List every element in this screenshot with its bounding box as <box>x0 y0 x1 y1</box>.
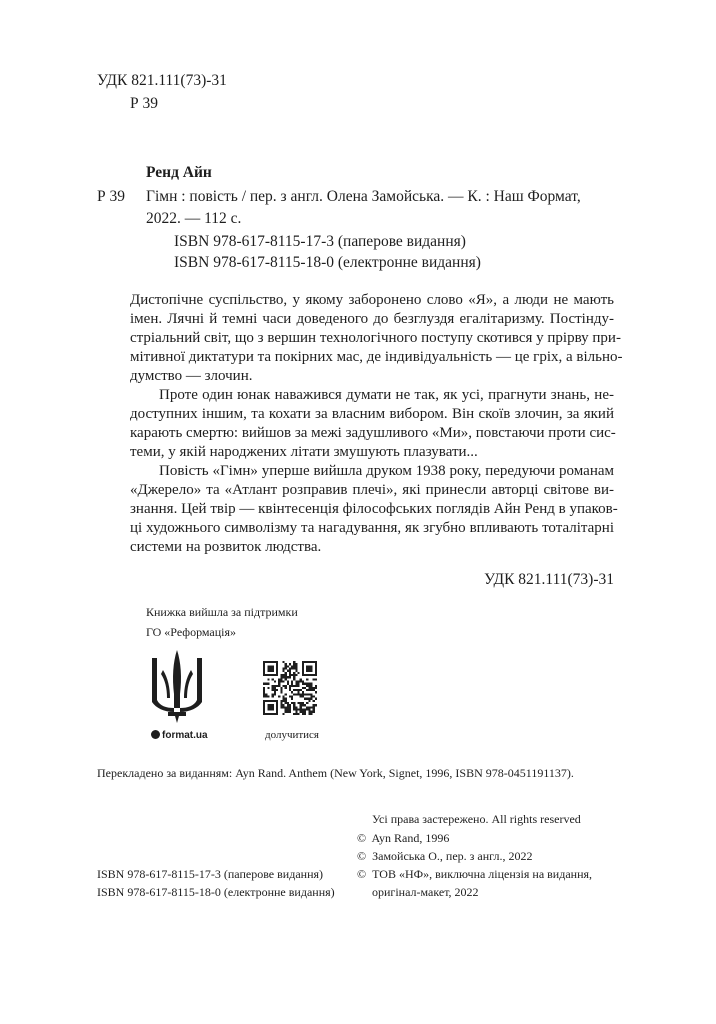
copyright-line <box>357 865 592 883</box>
trident-logo-icon <box>146 648 208 724</box>
isbn-print: ISBN 978-617-8115-17-3 (паперове видання) <box>174 233 466 250</box>
isbn-bottom-list <box>97 865 335 901</box>
copyright-symbol: © <box>357 867 367 881</box>
author-name: Ренд Айн <box>146 164 212 181</box>
rights-header: Усі права застережено. All rights reserved <box>372 812 581 826</box>
translated-from: Перекладено за виданням: Ayn Rand. Anthem (New York, Signet, 1996, ISBN 978-0451191137). <box>97 766 574 780</box>
annotation-line: Повість «Гімн» уперше вийшла друком 1938 року, передуючи романам <box>159 463 614 479</box>
isbn-digital: ISBN 978-617-8115-18-0 (електронне видання) <box>174 254 481 271</box>
udk-code-bottom: УДК 821.111(73)-31 <box>484 571 614 588</box>
biblio-line-1: Гімн : повість / пер. з англ. Олена Замойська. — К. : Наш Формат, <box>146 188 581 205</box>
annotation-line: думство — злочин. <box>130 368 253 384</box>
support-line-2: ГО «Реформація» <box>146 625 236 639</box>
support-line-1: Книжка вийшла за підтримки <box>146 605 298 619</box>
annotation-line: стріальний світ, що з вершин технологічного поступу скотився у прірву при- <box>130 330 621 346</box>
copyright-text: Замойська О., пер. з англ., 2022 <box>372 849 533 863</box>
copyright-text: ТОВ «НФ», виключна ліцензія на видання, <box>372 867 593 881</box>
isbn-bottom-digital: ISBN 978-617-8115-18-0 (електронне видання) <box>97 885 335 899</box>
annotation-line: імен. Лячні й темні часи доведеного до безглуздя егалітаризму. Постінду- <box>130 311 614 327</box>
copyright-symbol: © <box>357 831 367 845</box>
annotation <box>130 291 623 557</box>
annotation-line: знання. Цей твір — квінтесенція філософських поглядів Айн Ренд в упаков- <box>130 501 618 517</box>
annotation-line: Проте один юнак наважився думати не так, як усі, прагнути знань, не- <box>159 387 614 403</box>
publisher-logo-icon <box>151 730 160 739</box>
call-mark: Р 39 <box>97 188 125 205</box>
annotation-line: доступних іншим, та кохати за власним вибором. Він скоїв злочин, за який <box>130 406 614 422</box>
annotation-line: мітивної диктатури та покірних мас, де індивідуальність — це гріх, а вільно- <box>130 349 623 365</box>
author-mark: Р 39 <box>130 95 158 112</box>
annotation-line: «Джерело» та «Атлант розправив плечі», які принесли авторці світове ви- <box>130 482 614 498</box>
copyright-symbol: © <box>357 849 367 863</box>
biblio-line-2: 2022. — 112 с. <box>146 210 242 227</box>
copyright-continuation: оригінал-макет, 2022 <box>372 885 479 899</box>
qr-code-icon[interactable] <box>263 661 317 715</box>
annotation-line: теми, у якій народжених літати змушують плазувати... <box>130 444 478 460</box>
qr-caption: долучитися <box>265 729 319 741</box>
copyright-text: Ayn Rand, 1996 <box>371 831 450 845</box>
annotation-line: системи на розвиток людства. <box>130 539 322 555</box>
copyright-line <box>357 829 592 847</box>
annotation-line: Дистопічне суспільство, у якому заборонено слово «Я», а люди не мають <box>130 292 614 308</box>
publisher-site[interactable] <box>151 730 208 741</box>
copyright-line <box>357 847 592 865</box>
annotation-line: карають смертю: вийшов за межі задушливого «Ми», повстаючи проти сис- <box>130 425 616 441</box>
isbn-bottom-print: ISBN 978-617-8115-17-3 (паперове видання) <box>97 867 324 881</box>
udk-code: УДК 821.111(73)-31 <box>97 72 227 89</box>
publisher-site-label: format.ua <box>162 730 208 741</box>
copyright-list <box>357 829 592 901</box>
annotation-line: ці художнього символізму та нагадування, як згубно впливають тоталітарні <box>130 520 614 536</box>
